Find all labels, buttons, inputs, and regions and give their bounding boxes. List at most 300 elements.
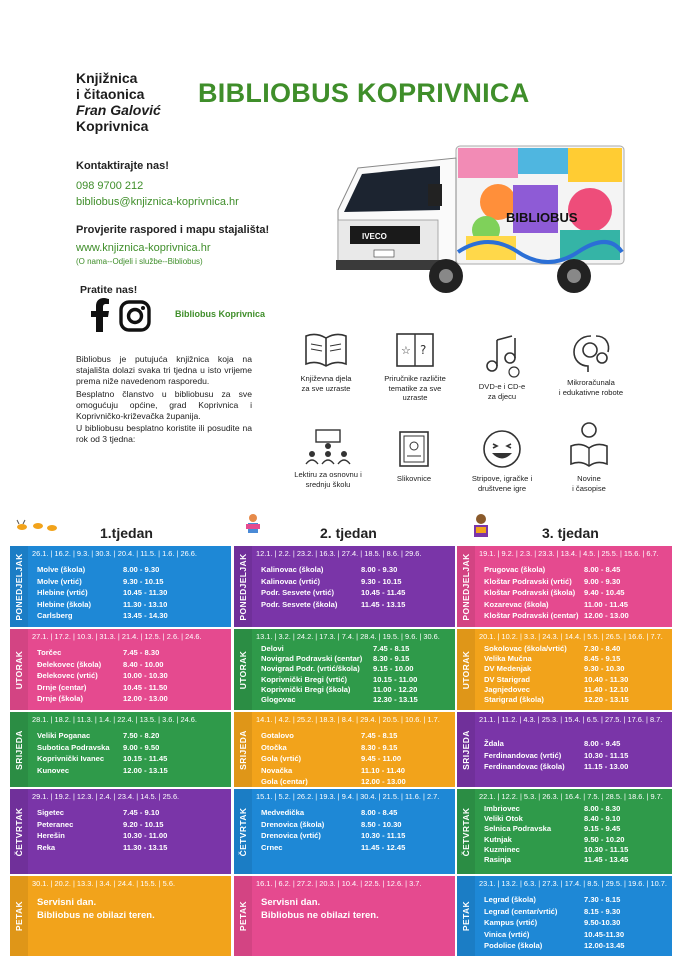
day-name: SRIJEDA — [461, 729, 471, 770]
stop-time: 9.00 - 9.50 — [123, 742, 160, 752]
visit-dates: 29.1. | 19.2. | 12.3. | 2.4. | 23.4. | 14.5. | 25.6. — [32, 792, 180, 801]
service-label: i edukativne robote — [558, 387, 624, 397]
stop-time: 10.15 - 11.00 — [373, 674, 418, 684]
service-label: Slikovnice — [396, 474, 432, 483]
stop-time: 12.30 - 13.15 — [373, 695, 418, 705]
stop-row — [261, 695, 418, 705]
stop-location: Kalinovac (škola) — [261, 565, 324, 574]
week-2-heading: 2. tjedan — [320, 525, 377, 541]
stop-location: Subotica Podravska — [37, 742, 110, 752]
stop-location: Prugovac (škola) — [484, 565, 546, 574]
stop-time: 9.00 - 9.30 — [584, 576, 621, 586]
service-picture-books — [384, 428, 444, 484]
stop-location: Legrad (centar/vrtić) — [484, 906, 558, 916]
stop-location: Otočka — [261, 742, 287, 752]
stop-time: 10.45 - 11.45 — [361, 588, 406, 597]
stop-location: Drnje (škola) — [37, 694, 83, 703]
stop-row — [37, 599, 168, 611]
stop-location: Selnica Podravska — [484, 824, 552, 834]
day-name: PETAK — [461, 900, 471, 932]
stop-row — [261, 664, 418, 674]
stop-time: 10.45-11.30 — [584, 929, 625, 939]
stop-location: Molve (škola) — [37, 565, 86, 574]
schedule-block-week3-petak — [457, 876, 672, 956]
day-name: UTORAK — [14, 650, 24, 689]
service-label: DVD-e i CD-e — [478, 382, 526, 391]
stop-location: Starigrad (škola) — [484, 695, 544, 705]
stop-location: Hlebine (škola) — [37, 599, 92, 609]
stop-list — [484, 564, 629, 622]
stop-time: 8.40 - 9.10 — [584, 814, 621, 824]
social-handle[interactable]: Bibliobus Koprivnica — [175, 309, 266, 319]
visit-dates: 13.1. | 3.2. | 24.2. | 17.3. | 7.4. | 28.4. | 19.5. | 9.6. | 30.6. — [256, 632, 440, 641]
stop-row — [261, 742, 406, 754]
stop-location: Kloštar Podravski (centar) — [484, 611, 579, 620]
note-line: Servisni dan. — [37, 897, 97, 908]
stop-list — [37, 647, 168, 705]
stop-time: 10.30 - 11.15 — [361, 831, 406, 840]
day-name: PETAK — [238, 900, 248, 932]
stop-time: 9.45 - 11.00 — [361, 754, 402, 763]
stop-time: 8.40 - 10.00 — [123, 659, 164, 669]
email-link[interactable]: bibliobus@knjiznica-koprivnica.hr — [76, 196, 239, 208]
stop-row — [484, 695, 629, 705]
stop-location: Drenovica (škola) — [261, 819, 325, 829]
stop-time: 10.45 - 11.30 — [123, 588, 168, 597]
stop-time: 9.20 - 10.15 — [123, 819, 164, 829]
stop-time: 10.30 - 11.15 — [584, 750, 629, 760]
stop-row — [484, 917, 625, 929]
stop-row — [484, 804, 628, 814]
service-label: tematike za sve — [388, 383, 442, 393]
stop-list — [484, 804, 628, 865]
intro-paragraph-3: U bibliobusu besplatno koristite ili posudite na rok od 3 tjedna: — [76, 423, 252, 445]
day-label — [457, 629, 475, 710]
stop-location: Kutnjak — [484, 834, 512, 844]
stop-location: Ferdinandovac (škola) — [484, 762, 565, 771]
day-label — [457, 546, 475, 627]
stop-row — [484, 929, 625, 941]
schedule-block-week2-petak — [234, 876, 455, 956]
day-name: UTORAK — [238, 650, 248, 689]
day-name: SRIJEDA — [238, 729, 248, 770]
stop-location: Kalinovac (vrtić) — [261, 576, 321, 586]
stop-row — [261, 730, 406, 742]
stop-time: 7.45 - 9.10 — [123, 808, 160, 817]
day-name: PONEDJELJAK — [461, 552, 471, 621]
stop-location: Kampus (vrtić) — [484, 918, 538, 927]
schedule-block-week2-ponedjeljak — [234, 546, 455, 627]
stop-time: 12.00 - 13.15 — [123, 765, 168, 775]
stop-row — [37, 693, 168, 705]
stop-list — [37, 564, 168, 622]
stop-row — [37, 807, 167, 819]
day-label — [10, 712, 28, 787]
facebook-icon[interactable] — [90, 298, 110, 332]
stop-time: 12.00 - 13.00 — [361, 777, 406, 786]
stop-row — [37, 819, 167, 831]
schedule-block-week1-cetvrtak — [10, 789, 231, 874]
week-1-heading: 1.tjedan — [100, 525, 153, 541]
day-label — [10, 789, 28, 874]
day-label — [234, 546, 252, 627]
classroom-icon — [302, 428, 354, 466]
stop-location: Podolice (škola) — [484, 941, 543, 950]
stop-row — [261, 576, 405, 588]
stop-list — [261, 730, 406, 788]
schedule-block-week1-srijeda — [10, 712, 231, 787]
visit-dates: 19.1. | 9.2. | 2.3. | 23.3. | 13.4. | 4.5. | 25.5. | 15.6. | 6.7. — [479, 549, 659, 558]
stop-row — [261, 654, 418, 664]
stop-time: 11.45 - 13.15 — [361, 599, 406, 609]
intro-paragraph-1: Bibliobus je putujuća knjižnica koja na stajališta dolazi svaka tri tjedna u isto vrijeme prema niže navedenom rasporedu. — [76, 354, 252, 387]
stop-row — [484, 940, 625, 952]
stop-location: Gola (centar) — [261, 777, 308, 786]
stop-time: 9.15 - 10.00 — [373, 664, 414, 674]
stop-time: 8.00 - 9.45 — [584, 739, 621, 748]
stop-row — [484, 685, 629, 695]
stop-location: Gola (vrtić) — [261, 754, 302, 763]
stop-row — [37, 730, 168, 742]
stop-row — [484, 845, 628, 855]
picture-book-icon — [394, 428, 434, 470]
stop-location: Kloštar Podravski (vrtić) — [484, 576, 572, 586]
stop-location: Kunovec — [37, 765, 70, 775]
stop-location: Ždala — [484, 739, 504, 748]
service-label: Novine — [577, 474, 601, 483]
page-title: BIBLIOBUS KOPRIVNICA — [198, 78, 530, 108]
stop-row — [261, 644, 418, 654]
stop-row — [484, 824, 628, 834]
stop-row — [484, 576, 629, 588]
service-label: Stripove, igračke i — [471, 474, 533, 483]
intro-paragraph-2: Besplatno članstvo u bibliobusu za sve omogućuju općine, grad Koprivnica i Koprivničko-križevačka županija. — [76, 388, 252, 422]
stop-row — [37, 753, 168, 765]
stop-time: 11.00 - 12.20 — [373, 684, 418, 694]
day-name: UTORAK — [461, 650, 471, 689]
stop-location: Drnje (centar) — [37, 682, 87, 692]
schedule-block-week1-ponedjeljak — [10, 546, 231, 627]
service-label: Lektiru za osnovnu i — [294, 470, 362, 479]
stop-row — [261, 599, 405, 611]
schedule-block-week1-utorak — [10, 629, 231, 710]
library-name-line3: Fran Galović — [76, 102, 161, 118]
stop-row — [484, 761, 628, 773]
stop-time: 11.45 - 12.45 — [361, 842, 406, 852]
day-name: ČETVRTAK — [461, 807, 471, 856]
schedule-block-week3-srijeda — [457, 712, 672, 787]
visit-dates: 15.1. | 5.2. | 26.2. | 19.3. | 9.4. | 30.4. | 21.5. | 11.6. | 2.7. — [256, 792, 440, 801]
stop-location: Podr. Sesvete (vrtić) — [261, 588, 335, 597]
service-label: Književna djela — [300, 374, 352, 383]
stop-row — [261, 765, 406, 777]
stop-time: 7.45 - 8.15 — [373, 644, 410, 653]
stop-time: 13.45 - 14.30 — [123, 611, 168, 620]
day-name: SRIJEDA — [14, 729, 24, 770]
stop-row — [37, 659, 168, 671]
service-label: Priručnike različite — [384, 374, 446, 383]
note-line: Bibliobus ne obilazi teren. — [37, 910, 155, 921]
day-label — [10, 876, 28, 956]
stop-row — [37, 647, 168, 659]
stop-location: Koprivnički Ivanec — [37, 754, 105, 763]
stop-time: 8.45 - 9.15 — [584, 654, 621, 664]
stop-row — [484, 835, 628, 845]
day-name: PONEDJELJAK — [14, 552, 24, 621]
child-reading-icon — [244, 513, 262, 539]
stop-location: Drenovica (vrtić) — [261, 831, 321, 840]
stop-row — [261, 776, 406, 788]
stop-time: 7.45 - 8.30 — [123, 648, 160, 657]
stop-time: 7.30 - 8.15 — [584, 895, 621, 904]
stop-location: Carlsberg — [37, 611, 73, 620]
stop-row — [484, 738, 628, 750]
stop-row — [484, 894, 625, 906]
service-label: za djecu — [487, 391, 517, 401]
stop-time: 7.30 - 8.40 — [584, 644, 621, 653]
stop-location: DV Starigrad — [484, 674, 530, 684]
visit-dates: 22.1. | 12.2. | 5.3. | 26.3. | 16.4. | 7.5. | 28.5. | 18.6. | 9.7. — [479, 792, 663, 801]
visit-dates: 21.1. | 11.2. | 4.3. | 25.3. | 15.4. | 6.5. | 27.5. | 17.6. | 8.7. — [479, 715, 663, 724]
visit-dates: 23.1. | 13.2. | 6.3. | 27.3. | 17.4. | 8.5. | 29.5. | 19.6. | 10.7. — [479, 879, 667, 888]
stop-row — [484, 654, 629, 664]
day-label — [457, 876, 475, 956]
stop-row — [484, 564, 629, 576]
schedule-block-week2-utorak — [234, 629, 455, 710]
stop-row — [37, 576, 168, 588]
intro-text — [76, 354, 252, 447]
stop-row — [37, 610, 168, 622]
website-link[interactable]: www.knjiznica-koprivnica.hr — [76, 242, 211, 254]
bus-side-label: BIBLIOBUS — [506, 210, 578, 225]
stop-location: Glogovac — [261, 695, 296, 705]
stop-location: Sigetec — [37, 808, 65, 817]
stop-time: 8.00 - 9.30 — [123, 565, 160, 574]
stop-location: Peteranec — [37, 819, 74, 829]
day-label — [10, 546, 28, 627]
stop-list — [261, 807, 405, 853]
service-robots — [545, 330, 637, 397]
stop-time: 12.20 - 13.15 — [584, 695, 629, 705]
stop-location: Kloštar Podravski (škola) — [484, 588, 576, 597]
svg-text:☆: ☆ — [401, 344, 411, 357]
stop-time: 8.15 - 9.30 — [584, 906, 621, 916]
stop-row — [484, 855, 628, 865]
stop-list — [484, 894, 625, 952]
stop-location: Novigrad Podr. (vrtić/škola) — [261, 664, 360, 674]
boy-reading-icon — [470, 513, 492, 539]
visit-dates: 26.1. | 16.2. | 9.3. | 30.3. | 20.4. | 11.5. | 1.6. | 26.6. — [32, 549, 197, 558]
service-day-note — [261, 896, 379, 922]
stop-time: 10.15 - 11.45 — [123, 754, 168, 763]
stop-row — [484, 814, 628, 824]
stop-row — [484, 610, 629, 622]
stop-time: 11.45 - 13.45 — [584, 855, 629, 865]
stop-time: 10.40 - 11.30 — [584, 674, 629, 684]
schedule-block-week2-cetvrtak — [234, 789, 455, 874]
stop-location: Ferdinandovac (vrtić) — [484, 750, 562, 760]
stop-time: 8.30 - 9.15 — [361, 742, 398, 752]
stop-location: Novigrad Podravski (centar) — [261, 654, 363, 664]
stop-time: 12.00 - 13.00 — [584, 611, 629, 620]
day-label — [10, 629, 28, 710]
stop-location: Reka — [37, 842, 56, 852]
stop-row — [261, 587, 405, 599]
service-day-note — [37, 896, 155, 922]
stop-location: Kozarevac (škola) — [484, 599, 549, 609]
service-school-reading — [284, 428, 372, 489]
stop-location: Sokolovac (škola/vrtić) — [484, 644, 567, 653]
stop-row — [37, 670, 168, 682]
stop-row — [37, 742, 168, 754]
smiley-icon — [481, 428, 523, 470]
stop-location: Velika Mučna — [484, 654, 532, 664]
visit-dates: 20.1. | 10.2. | 3.3. | 24.3. | 14.4. | 5.5. | 26.5. | 16.6. | 7.7. — [479, 632, 663, 641]
day-name: ČETVRTAK — [238, 807, 248, 856]
stop-list — [484, 644, 629, 705]
stop-time: 8.30 - 9.15 — [373, 654, 410, 664]
service-label: za sve uzraste — [301, 383, 351, 393]
schedule-block-week3-utorak — [457, 629, 672, 710]
stop-row — [484, 599, 629, 611]
stop-time: 10.30 - 11.00 — [123, 831, 168, 840]
stop-location: Imbriovec — [484, 804, 520, 813]
stop-location: Jagnjedovec — [484, 684, 531, 694]
stop-time: 9.15 - 9.45 — [584, 824, 621, 834]
stop-time: 8.00 - 8.45 — [584, 565, 621, 574]
schedule-block-week3-ponedjeljak — [457, 546, 672, 627]
stop-time: 9.40 - 10.45 — [584, 588, 625, 597]
stop-time: 8.00 - 9.30 — [361, 565, 398, 574]
stop-time: 11.00 - 11.45 — [584, 599, 628, 609]
stop-list — [37, 730, 168, 776]
stop-time: 12.00 - 13.00 — [123, 694, 168, 703]
library-name-line1: Knjižnica — [76, 70, 138, 86]
stop-row — [261, 675, 418, 685]
stop-time: 8.00 - 8.30 — [584, 804, 621, 813]
schedule-block-week1-petak — [10, 876, 231, 956]
stop-location: Đelekovec (vrtić) — [37, 671, 98, 680]
stop-row — [37, 587, 168, 599]
stop-location: Koprivnički Bregi (škola) — [261, 684, 351, 694]
instagram-icon[interactable] — [119, 300, 151, 332]
visit-dates: 28.1. | 18.2. | 11.3. | 1.4. | 22.4. | 13.5. | 3.6. | 24.6. — [32, 715, 197, 724]
stop-row — [484, 675, 629, 685]
stop-location: Kuzminec — [484, 844, 520, 854]
stop-location: Novačka — [261, 765, 293, 775]
day-label — [234, 712, 252, 787]
stop-location: Gotalovo — [261, 731, 294, 740]
stop-row — [37, 682, 168, 694]
day-name: PONEDJELJAK — [238, 552, 248, 621]
stop-row — [37, 564, 168, 576]
stop-time: 8.50 - 10.30 — [361, 819, 402, 829]
stop-location: Delovi — [261, 644, 284, 653]
stop-location: Molve (vrtić) — [37, 576, 82, 586]
visit-dates: 27.1. | 17.2. | 10.3. | 31.3. | 21.4. | 12.5. | 2.6. | 24.6. — [32, 632, 202, 641]
bibliobus-illustration — [328, 140, 626, 300]
service-label: srednju školu — [305, 479, 351, 489]
day-label — [234, 789, 252, 874]
svg-text:?: ? — [420, 343, 427, 357]
service-dvd-cd — [462, 330, 542, 401]
stop-location: Medvedička — [261, 808, 305, 817]
service-literature — [286, 330, 366, 393]
phone-number[interactable]: 098 9700 212 — [76, 180, 144, 192]
service-label: Mikroračunala — [567, 378, 615, 387]
visit-dates: 30.1. | 20.2. | 13.3. | 3.4. | 24.4. | 15.5. | 5.6. — [32, 879, 176, 888]
stop-time: 12.00-13.45 — [584, 941, 625, 950]
stop-location: Torčec — [37, 648, 62, 657]
follow-us-heading: Pratite nas! — [80, 284, 138, 296]
stop-time: 10.30 - 11.15 — [584, 844, 629, 854]
stop-location: Veliki Poganac — [37, 731, 91, 740]
service-handbooks — [372, 330, 458, 403]
gears-icon — [566, 330, 616, 374]
library-name-line4: Koprivnica — [76, 118, 149, 134]
stop-row — [261, 564, 405, 576]
stop-row — [37, 842, 167, 854]
stop-row — [261, 807, 405, 819]
stop-time: 7.50 - 8.20 — [123, 731, 160, 740]
stop-time: 10.45 - 11.50 — [123, 682, 168, 692]
day-label — [234, 876, 252, 956]
service-label: i časopise — [572, 483, 606, 493]
handbook-icon — [391, 330, 439, 370]
day-name: ČETVRTAK — [14, 807, 24, 856]
stop-row — [484, 906, 625, 918]
schedule-block-week3-cetvrtak — [457, 789, 672, 874]
stop-row — [484, 664, 629, 674]
stop-time: 11.15 - 13.00 — [584, 762, 629, 771]
stop-row — [484, 644, 629, 654]
stop-row — [37, 830, 167, 842]
note-line: Servisni dan. — [261, 897, 321, 908]
service-label: uzraste — [402, 393, 428, 402]
stop-time: 9.50-10.30 — [584, 918, 621, 927]
stop-row — [261, 753, 406, 765]
stop-row — [37, 765, 168, 777]
stop-time: 11.30 - 13.15 — [123, 842, 168, 852]
day-label — [457, 789, 475, 874]
stop-list — [37, 807, 167, 853]
visit-dates: 16.1. | 6.2. | 27.2. | 20.3. | 10.4. | 22.5. | 12.6. | 3.7. — [256, 879, 422, 888]
stop-time: 10.00 - 10.30 — [123, 671, 168, 680]
stop-location: Crnec — [261, 842, 283, 852]
service-comics-games — [462, 428, 542, 493]
stop-location: Hlebine (vrtić) — [37, 588, 88, 597]
day-name: PETAK — [14, 900, 24, 932]
stop-row — [261, 685, 418, 695]
library-name-line2: i čitaonica — [76, 86, 145, 102]
schedule-block-week2-srijeda — [234, 712, 455, 787]
contact-heading: Kontaktirajte nas! — [76, 160, 169, 172]
stop-time: 9.50 - 10.20 — [584, 834, 625, 844]
stop-list — [261, 644, 418, 705]
stop-row — [261, 830, 405, 842]
stop-time: 7.45 - 8.15 — [361, 731, 398, 740]
visit-dates: 12.1. | 2.2. | 23.2. | 16.3. | 27.4. | 18.5. | 8.6. | 29.6. — [256, 549, 422, 558]
stop-location: DV Medenjak — [484, 664, 532, 674]
stop-time: 11.40 - 12.10 — [584, 684, 629, 694]
day-label — [234, 629, 252, 710]
service-newspapers — [552, 420, 626, 493]
service-label: društvene igre — [477, 483, 527, 493]
stop-time: 11.10 - 11.40 — [361, 765, 405, 775]
stop-time: 9.30 - 10.15 — [361, 576, 402, 586]
stop-list — [484, 738, 628, 773]
bus-brand: IVECO — [362, 232, 387, 241]
